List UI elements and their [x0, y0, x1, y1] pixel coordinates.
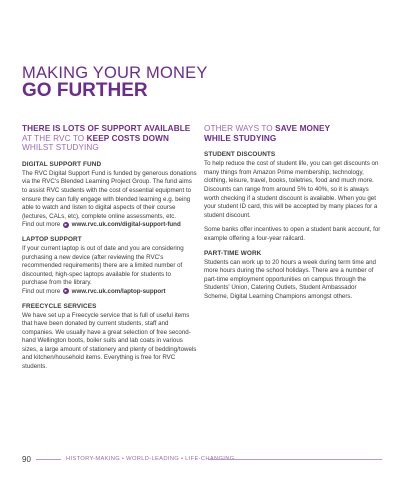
freecycle-body: We have set up a Freecycle service that is full of useful items that have been donated by current students, staff and companies. We usually have a great selection of free second-hand Wellington boots, boiler suits and lab coats in various sizes, a large amount of stationery and plenty of bedding/towels and kitchen/household items. Everything is free for RVC students.: [22, 311, 197, 371]
page-footer: [22, 455, 382, 467]
right-column: [204, 124, 382, 308]
footer-divider-right: [208, 459, 382, 460]
right-intro: [204, 124, 382, 143]
laptop-support-find-more: [22, 288, 198, 297]
arrow-right-icon: ▸: [64, 221, 68, 228]
footer-tagline: HISTORY-MAKING • WORLD-LEADING • LIFE-CHANGING: [66, 456, 235, 462]
digital-support-link[interactable]: www.rvc.uk.com/digital-support-fund: [71, 221, 181, 229]
left-intro-line-2: AT THE RVC TO: [22, 133, 87, 143]
right-intro-line-2: WHILE STUDYING: [204, 133, 277, 143]
left-intro-highlight: KEEP COSTS DOWN: [86, 133, 169, 143]
page-number: 90: [22, 455, 31, 464]
laptop-support-link[interactable]: www.rvc.uk.com/laptop-support: [71, 287, 166, 295]
page-title-line-2: GO FURTHER: [22, 80, 148, 101]
left-intro: [22, 124, 198, 153]
student-bank-body: Some banks offer incentives to open a student bank account, for example offering a four-year railcard.: [204, 226, 381, 242]
digital-support-body: The RVC Digital Support Fund is funded by generous donations via the RVC's Blended Learning Project Group. The fund aims to assist RVC students with the cost of essential equipment to ensure they can fully engage with blended learning e.g. being able to watch and listen to digital aspects of their course (lectures, CALs, etc), complete online assessments, etc.: [22, 169, 197, 220]
find-more-label: Find out more: [22, 221, 61, 229]
digital-support-find-more: [22, 221, 198, 230]
student-discounts-heading: STUDENT DISCOUNTS: [204, 151, 276, 159]
laptop-support-heading: LAPTOP SUPPORT: [22, 235, 82, 243]
part-time-work-heading: PART-TIME WORK: [204, 249, 262, 257]
freecycle-heading: FREECYCLE SERVICES: [22, 302, 97, 310]
footer-divider-left: [36, 459, 61, 460]
laptop-support-body: If your current laptop is out of date and you are considering purchasing a new device (after reviewing the RVC's recommended requirements) there are a limited number of discounted, high-spec laptops available for students to purchase from the library.: [22, 244, 184, 287]
arrow-right-icon: ▸: [64, 288, 68, 295]
left-intro-line-1: THERE IS LOTS OF SUPPORT AVAILABLE: [22, 124, 191, 133]
left-intro-line-3: WHILST STUDYING: [22, 143, 99, 153]
right-intro-line-1: OTHER WAYS TO: [204, 124, 276, 133]
left-column: [22, 124, 198, 378]
right-intro-highlight: SAVE MONEY: [275, 124, 331, 133]
part-time-work-body: Students can work up to 20 hours a week during term time and more hours during the school holidays. There are a number of part-time employment opportunities on campus through the Students' Union, Catering Outlets, Student Ambassador Scheme, Digital Learning Champions amongst others.: [204, 258, 376, 300]
student-discounts-body: To help reduce the cost of student life, you can get discounts on many things from Amazon Prime membership, technology, clothing, leisure, travel, books, toiletries, food and much more. Discounts can range from around 5% to 40%, so it is always worth checking if a student discount is available. When you get your student ID card, this will be accepted by many places for a student discount.: [204, 160, 379, 219]
digital-support-heading: DIGITAL SUPPORT FUND: [22, 160, 102, 168]
page-title-line-1: MAKING YOUR MONEY: [22, 64, 208, 82]
find-more-label: Find out more: [22, 287, 61, 295]
